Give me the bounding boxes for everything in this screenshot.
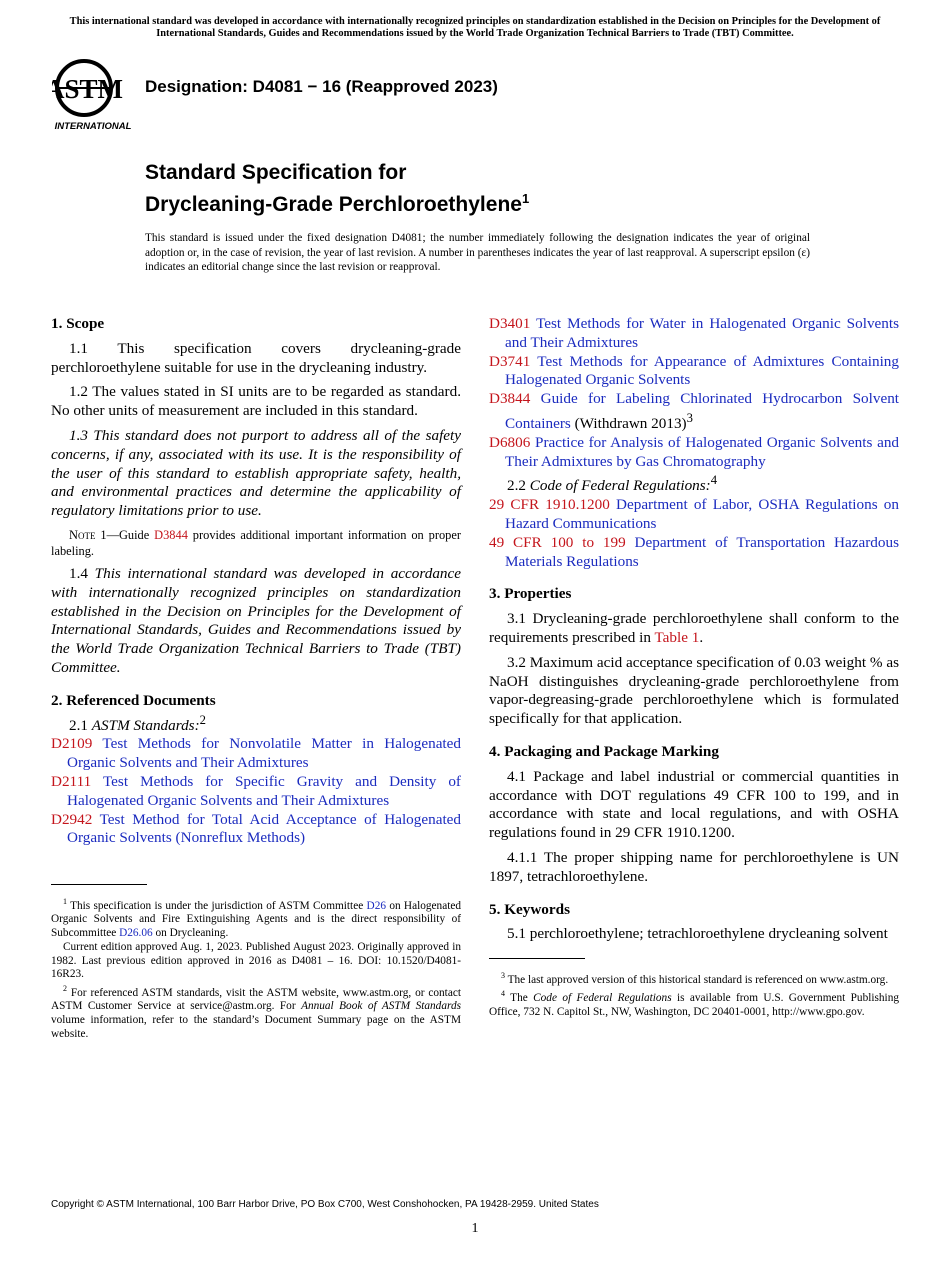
ref-item — [489, 353, 899, 391]
table-1-link[interactable]: Table 1 — [654, 629, 700, 647]
ref-title-link[interactable]: Test Method for Total Acid Acceptance of Halogenated Organic Solvents (Nonreflux Methods) — [67, 810, 461, 847]
ref-code-link[interactable]: D3844 — [489, 390, 531, 408]
para-4-1: 4.1 Package and label industrial or commercial quantities in accordance with DOT regulations 49 CFR 100 to 199, and in accordance with state and local regulations, and with OSHA regulations found in 29 CFR 1910.1200. — [489, 767, 899, 842]
footnotes-left — [51, 884, 461, 1042]
astm-logo — [52, 58, 136, 132]
ref-code-link[interactable]: 29 CFR 1910.1200 — [489, 496, 610, 514]
ref-item — [489, 434, 899, 472]
logo-word: INTERNATIONAL — [54, 121, 132, 132]
footnote-ref-3[interactable]: 3 — [686, 410, 693, 425]
ref-item — [51, 735, 461, 773]
ref-title-link[interactable]: Test Methods for Appearance of Admixtures Containing Halogenated Organic Solvents — [505, 352, 899, 389]
footnote-3: $^3$ The last approved version of this historical standard is referenced on www.astm.org. — [501, 971, 889, 986]
footnote-4: $^4$ The Code of Federal Regulations is available from U.S. Government Publishing Office, 732 N. Capitol St., NW, Washington, DC 20401-0001, http://www.gpo.gov. — [489, 989, 899, 1018]
section-heading-keywords: 5. Keywords — [489, 900, 570, 918]
page-number: 1 — [471, 1221, 479, 1236]
footnote-ref-2[interactable]: 2 — [199, 712, 206, 727]
ref-code-link[interactable]: D3741 — [489, 352, 531, 370]
para-3-2: 3.2 Maximum acid acceptance specification of 0.03 weight % as NaOH distinguishes drycleaning-grade perchloroethylene from vapor-degreasing-grade perchloroethylene which is formulated specifically for that application. — [489, 653, 899, 728]
para-1-3: 1.3 This standard does not purport to address all of the safety concerns, if any, associated with its use. It is the responsibility of the user of this standard to establish appropriate safety, health, and environmental practices and determine the applicability of regulatory limitations prior to use. — [51, 426, 461, 520]
para-1-1: 1.1 This specification covers drycleaning-grade perchloroethylene suitable for use in the drycleaning industry. — [51, 339, 461, 376]
ref-title-link[interactable]: Guide for Labeling Chlorinated Hydrocarbon Solvent Containers — [505, 390, 900, 433]
ref-code-link[interactable]: D6806 — [489, 433, 531, 451]
issuance-notice: This standard is issued under the fixed designation D4081; the number immediately following the designation indicates the year of original adoption or, in the case of revision, the year of last revision. A number in parentheses indicates the year of last reapproval. A superscript epsilon (ε) indicates an editorial change since the last revision or reapproval. — [145, 232, 810, 274]
title-line2: Drycleaning-Grade Perchloroethylene$^1$ — [145, 191, 530, 216]
ref-code-link[interactable]: D2109 — [51, 735, 93, 753]
document-title — [145, 160, 529, 218]
section-heading-properties: 3. Properties — [489, 585, 572, 603]
ref-code-link[interactable]: D2111 — [51, 773, 92, 790]
ref-code-link[interactable]: D3401 — [489, 315, 531, 332]
left-column — [51, 315, 461, 848]
para-2-2: 2.2 Code of Federal Regulations:$^4$ — [507, 473, 718, 495]
note-1: Note 1—Guide D3844 provides additional important information on proper labeling. — [51, 527, 461, 558]
title-footnote-ref[interactable]: 1 — [521, 191, 530, 206]
ref-code-link[interactable]: 49 CFR 100 to 199 — [489, 533, 626, 551]
para-1-4: 1.4 This international standard was developed in accordance with internationally recognized principles on standardization established in the Decision on Principles for the Development of International Standards, Guides and Recommendations issued by the World Trade Organization Technical Barriers to Trade (TBT) Committee. — [51, 564, 461, 676]
ref-item — [51, 773, 461, 811]
ref-item — [489, 315, 899, 353]
ref-item — [51, 811, 461, 849]
logo-letters: ASTM — [52, 74, 124, 104]
copyright-line: Copyright © ASTM International, 100 Barr Harbor Drive, PO Box C700, West Conshohocken, PA 19428-2959. United States — [51, 1199, 599, 1210]
footnote-1-edition: Current edition approved Aug. 1, 2023. Published August 2023. Originally approved in 1982. Last previous edition approved in 2016 as D4081 – 16. DOI: 10.1520/D4081-16R23. — [51, 940, 461, 981]
astm-ref-list — [51, 735, 461, 848]
para-3-1: 3.1 Drycleaning-grade perchloroethylene shall conform to the requirements prescribed in Table 1. — [489, 610, 899, 647]
tbt-banner: This international standard was developed in accordance with internationally recognized principles on standardization established in the Decision on Principles for the Development of International Standards, Guides and Recommendations issued by the World Trade Organization Technical Barriers to Trade (TBT) Committee. — [69, 16, 881, 39]
right-column — [489, 315, 899, 944]
para-4-1-1: 4.1.1 The proper shipping name for perchloroethylene is UN 1897, tetrachloroethylene. — [489, 849, 899, 885]
note-link-d3844[interactable]: D3844 — [154, 527, 188, 542]
ref-title-link[interactable]: Test Methods for Nonvolatile Matter in Halogenated Organic Solvents and Their Admixtures — [67, 735, 461, 772]
ref-title-link[interactable]: Practice for Analysis of Halogenated Organic Solvents and Their Admixtures by Gas Chromatography — [505, 433, 900, 470]
footnote-divider — [51, 884, 147, 885]
ref-title-link[interactable]: Test Methods for Specific Gravity and Density of Halogenated Organic Solvents and Their Admixtures — [67, 773, 461, 809]
astm-logo-icon — [52, 58, 136, 132]
footnote-ref-4[interactable]: 4 — [710, 473, 718, 488]
para-1-2: 1.2 The values stated in SI units are to be regarded as standard. No other units of measurement are included in this standard. — [51, 383, 461, 420]
footnotes-right — [489, 958, 899, 1020]
ref-code-link[interactable]: D2942 — [51, 810, 93, 828]
section-heading-referenced-documents: 2. Referenced Documents — [51, 691, 216, 709]
footnote-2: $^2$ For referenced ASTM standards, visit the ASTM website, www.astm.org, or contact ASTM Customer Service at service@astm.org. For Annual Book of ASTM Standards volume information, refer to the standard’s Document Summary page on the ASTM website. — [51, 983, 461, 1040]
footnote-1: $^1$ This specification is under the jurisdiction of ASTM Committee D26 on Halogenated Organic Solvents and Fire Extinguishing Agents and is the direct responsibility of Subcommittee D26.06 on Drycleaning. — [51, 897, 462, 940]
para-2-1: 2.1 ASTM Standards:$^2$ — [69, 712, 206, 734]
ref-title-link[interactable]: Test Methods for Water in Halogenated Organic Solvents and Their Admixtures — [505, 315, 899, 351]
title-line1: Standard Specification for — [145, 161, 407, 184]
ref-item — [489, 496, 899, 534]
ref-title-link[interactable]: Department of Labor, OSHA Regulations on Hazard Communications — [505, 496, 899, 533]
committee-link-d26[interactable]: D26 — [366, 899, 387, 912]
ref-title-link[interactable]: Department of Transportation Hazardous Materials Regulations — [505, 533, 899, 570]
section-heading-scope: 1. Scope — [51, 315, 105, 332]
footnote-divider — [489, 958, 585, 959]
subcommittee-link-d26-06[interactable]: D26.06 — [119, 927, 153, 940]
astm-ref-list-continued — [489, 315, 899, 471]
cfr-ref-list — [489, 496, 899, 571]
ref-item — [489, 534, 899, 572]
para-5-1: 5.1 perchloroethylene; tetrachloroethylene drycleaning solvent — [507, 925, 888, 943]
section-heading-packaging: 4. Packaging and Package Marking — [489, 743, 719, 761]
ref-item: D3844 Guide for Labeling Chlorinated Hydrocarbon Solvent Containers (Withdrawn 2013)$^3$ — [489, 390, 900, 433]
designation: Designation: D4081 − 16 (Reapproved 2023) — [145, 77, 498, 96]
